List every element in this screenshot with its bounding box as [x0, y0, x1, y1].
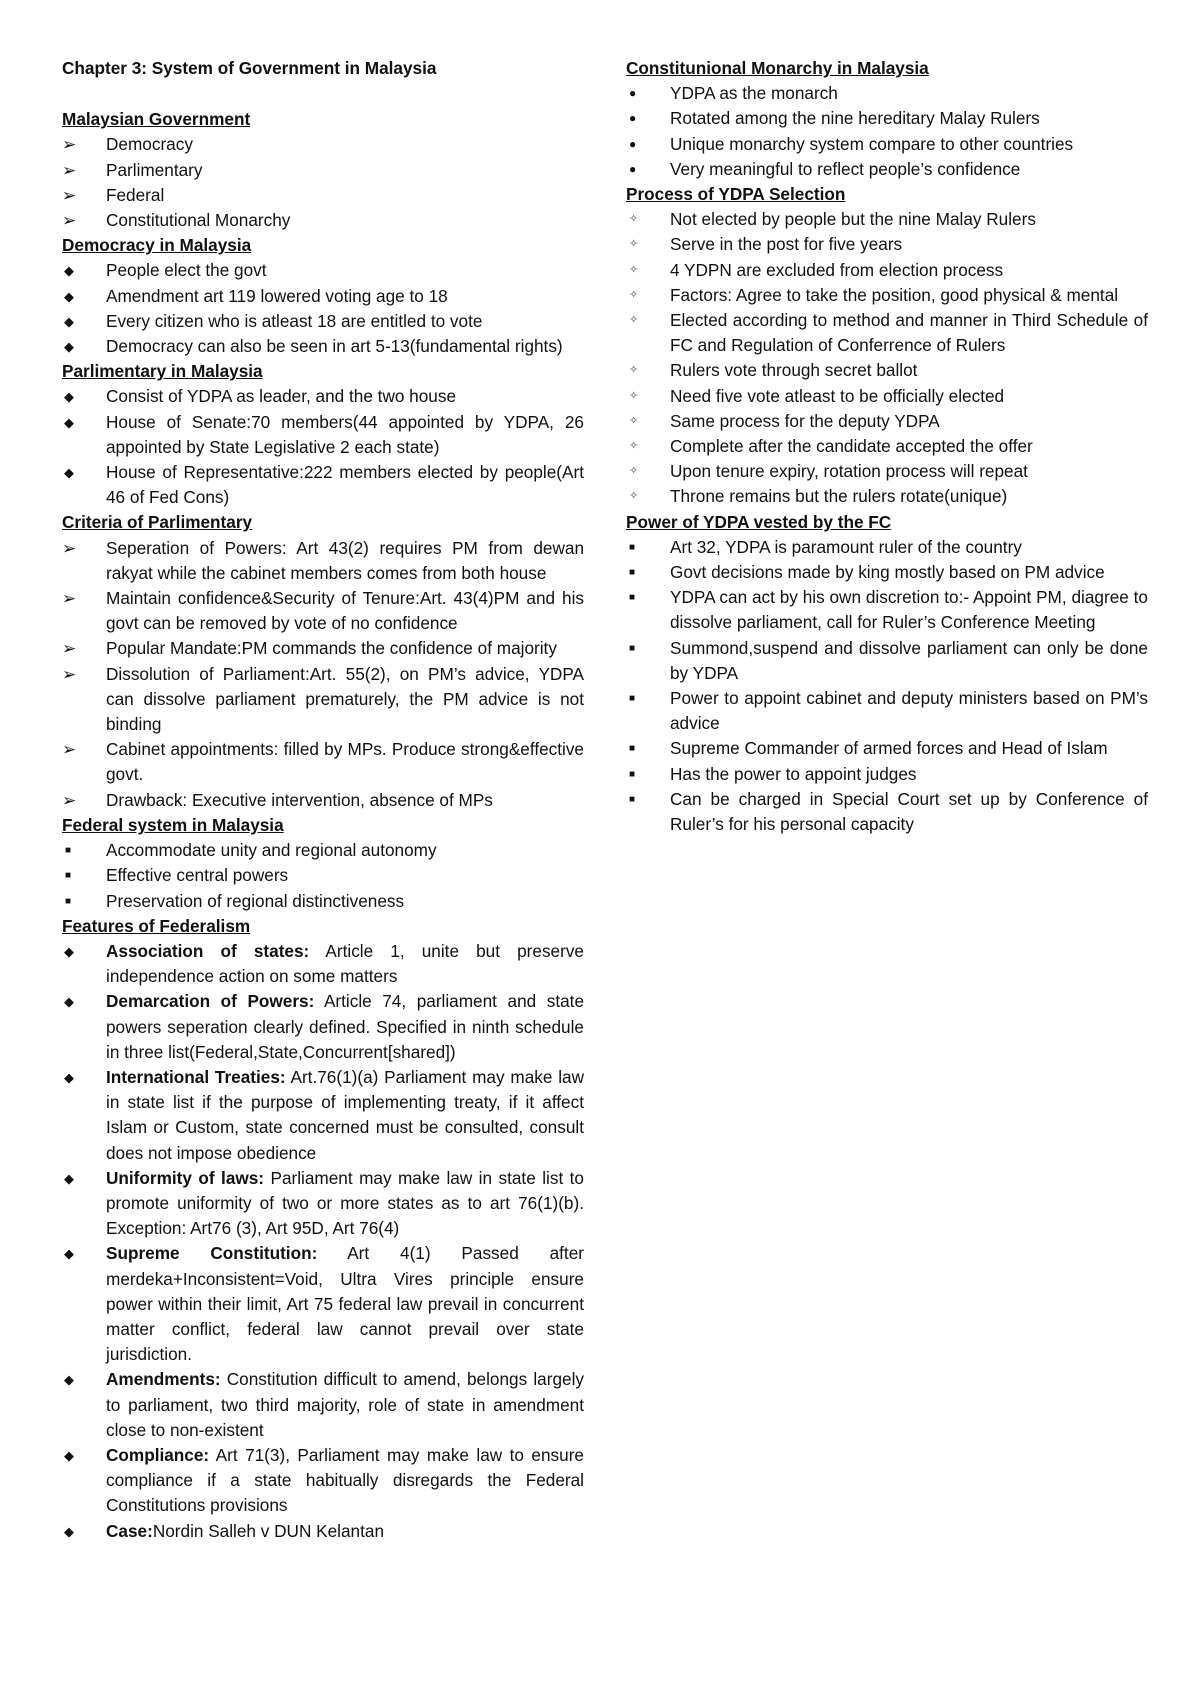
list-item: ➢ Popular Mandate:PM commands the confidence of majority	[62, 636, 584, 661]
list-ydpa-power	[626, 535, 1148, 837]
list-item: ➢ Parlimentary	[62, 158, 584, 183]
square-bullet-icon: ■	[629, 743, 636, 755]
star-bullet-icon: ✧	[629, 490, 639, 503]
square-bullet-icon: ■	[65, 845, 72, 857]
list-features-federalism	[62, 939, 584, 1544]
star-bullet-icon: ✧	[629, 364, 639, 377]
list-item: ◆ Amendment art 119 lowered voting age to 18	[62, 284, 584, 309]
diamond-bullet-icon: ◆	[64, 288, 74, 304]
list-item: ■ Power to appoint cabinet and deputy ministers based on PM’s advice	[629, 688, 1148, 734]
feature-text: Art 4(1) Passed after merdeka+Inconsistent=Void, Ultra Vires principle ensure power within their limit, Art 75 federal law prevail in concurrent matter conflict, federal law cannot prevail over state jurisdiction.	[106, 1243, 584, 1365]
list-criteria	[62, 536, 584, 813]
list-item: ➢ Seperation of Powers: Art 43(2) requires PM from dewan rakyat while the cabinet members comes from both house	[62, 537, 584, 583]
arrowhead-bullet-icon: ➢	[62, 538, 77, 558]
diamond-bullet-icon: ◆	[64, 313, 74, 329]
list-item: ➢ Dissolution of Parliament:Art. 55(2), on PM’s advice, YDPA can dissolve parliament prematurely, the PM advice is not binding	[62, 663, 584, 735]
star-bullet-icon: ✧	[629, 238, 639, 251]
arrowhead-bullet-icon: ➢	[62, 185, 77, 205]
list-item: ■ Art 32, YDPA is paramount ruler of the country	[626, 535, 1148, 560]
diamond-bullet-icon: ◆	[64, 263, 74, 279]
round-bullet-icon: ●	[629, 161, 637, 176]
heading-criteria: Criteria of Parlimentary	[62, 512, 253, 533]
list-item: ✧ Serve in the post for five years	[626, 232, 1148, 257]
star-bullet-icon: ✧	[629, 389, 639, 402]
list-item: ➢ Democracy	[62, 132, 584, 157]
list-item: ➢ Cabinet appointments: filled by MPs. Produce strong&effective govt.	[62, 739, 584, 785]
feature-label: Uniformity of laws:	[106, 1167, 265, 1188]
list-item: ● Unique monarchy system compare to other countries	[626, 132, 1148, 157]
square-bullet-icon: ■	[629, 541, 636, 553]
star-bullet-icon: ✧	[629, 314, 639, 327]
list-item: ✧ Upon tenure expiry, rotation process will repeat	[626, 459, 1148, 484]
feature-text: Parliament may make law in state list to promote uniformity of two or more states as to art 76(1)(b). Exception: Art76 (3), Art 95D, Art 76(4)	[106, 1167, 584, 1239]
arrowhead-bullet-icon: ➢	[62, 589, 77, 609]
heading-democracy: Democracy in Malaysia	[62, 235, 252, 256]
list-item: ● YDPA as the monarch	[626, 81, 1148, 106]
feature-label: Demarcation of Powers:	[106, 991, 315, 1012]
list-item: ◆ Democracy can also be seen in art 5-13(fundamental rights)	[62, 334, 584, 359]
star-bullet-icon: ✧	[629, 440, 639, 453]
list-item: ◆ People elect the govt	[62, 258, 584, 283]
list-item: ◆ House of Senate:70 members(44 appointed by YDPA, 26 appointed by State Legislative 2 each state)	[64, 411, 584, 457]
arrowhead-bullet-icon: ➢	[62, 211, 77, 231]
star-bullet-icon: ✧	[629, 465, 639, 478]
arrowhead-bullet-icon: ➢	[62, 135, 77, 155]
list-item: ✧ Factors: Agree to take the position, good physical & mental	[626, 283, 1148, 308]
list-item: ➢ Constitutional Monarchy	[62, 208, 584, 233]
list-ydpa-selection	[626, 207, 1148, 509]
star-bullet-icon: ✧	[629, 414, 639, 427]
feature-text: Article 74, parliament and state powers seperation clearly defined. Specified in ninth schedule in three list(Federal,State,Concurrent[shared])	[106, 991, 585, 1062]
diamond-bullet-icon: ◆	[64, 1246, 74, 1262]
heading-parliamentary: Parlimentary in Malaysia	[62, 361, 263, 382]
list-item: ✧ Throne remains but the rulers rotate(unique)	[626, 484, 1148, 509]
list-item: ◆ House of Representative:222 members elected by people(Art 46 of Fed Cons)	[64, 462, 584, 508]
diamond-bullet-icon: ◆	[64, 1447, 74, 1463]
list-item: ◆ Every citizen who is atleast 18 are entitled to vote	[62, 309, 584, 334]
feature-label: Supreme Constitution:	[106, 1243, 318, 1264]
list-item: ■ Govt decisions made by king mostly based on PM advice	[626, 560, 1148, 585]
arrowhead-bullet-icon: ➢	[62, 664, 77, 684]
left-column	[62, 56, 584, 1544]
feature-label: Compliance:	[106, 1444, 210, 1465]
list-item: ✧ Same process for the deputy YDPA	[626, 409, 1148, 434]
heading-constitutional-monarchy: Constitunional Monarchy in Malaysia	[626, 58, 929, 78]
feature-text: Article 1, unite but preserve independence action on some matters	[106, 940, 584, 987]
feature-text: Art.76(1)(a) Parliament may make law in state list if the purpose of implementing treaty, if it affect Islam or Custom, state concerned must be consulted, consult does not impose obedience	[106, 1066, 584, 1163]
list-item: ● Rotated among the nine hereditary Malay Rulers	[626, 106, 1148, 131]
feature-label: Association of states:	[106, 940, 310, 961]
square-bullet-icon: ■	[65, 870, 72, 882]
square-bullet-icon: ■	[629, 793, 636, 805]
list-item: ■ Can be charged in Special Court set up by Conference of Ruler’s for his personal capacity	[629, 788, 1148, 835]
diamond-bullet-icon: ◆	[64, 389, 74, 405]
diamond-bullet-icon: ◆	[64, 1069, 74, 1085]
list-item: ✧ 4 YDPN are excluded from election process	[626, 258, 1148, 283]
right-column	[626, 56, 1148, 837]
arrowhead-bullet-icon: ➢	[62, 160, 77, 180]
square-bullet-icon: ■	[629, 768, 636, 780]
arrowhead-bullet-icon: ➢	[62, 639, 77, 659]
list-item: ➢ Maintain confidence&Security of Tenure:Art. 43(4)PM and his govt can be removed by vote of no confidence	[62, 588, 584, 634]
list-item: ✧ Complete after the candidate accepted the offer	[626, 434, 1148, 459]
page-title: Chapter 3: System of Government in Malaysia	[62, 58, 437, 78]
square-bullet-icon: ■	[629, 592, 636, 604]
list-item: ■ Effective central powers	[62, 863, 584, 888]
diamond-bullet-icon: ◆	[64, 414, 74, 430]
star-bullet-icon: ✧	[629, 213, 639, 226]
list-item: ✧ Not elected by people but the nine Malay Rulers	[626, 207, 1148, 232]
heading-federal-system: Federal system in Malaysia	[62, 814, 284, 835]
list-item: ✧ Elected according to method and manner in Third Schedule of FC and Regulation of Conferrence of Rulers	[629, 310, 1148, 356]
list-item: ■ Accommodate unity and regional autonomy	[62, 838, 584, 863]
diamond-bullet-icon: ◆	[64, 1372, 74, 1388]
list-item: ■ YDPA can act by his own discretion to:- Appoint PM, diagree to dissolve parliament, call for Ruler’s Conference Meeting	[629, 587, 1148, 633]
arrowhead-bullet-icon: ➢	[62, 740, 77, 760]
diamond-bullet-icon: ◆	[64, 1523, 74, 1539]
star-bullet-icon: ✧	[629, 263, 639, 276]
feature-label: Amendments:	[106, 1369, 221, 1390]
round-bullet-icon: ●	[629, 136, 637, 151]
round-bullet-icon: ●	[629, 86, 637, 101]
list-federal-system	[62, 838, 584, 914]
list-item	[62, 939, 584, 989]
feature-text: Nordin Salleh v DUN Kelantan	[152, 1520, 385, 1541]
list-item: ◆ Consist of YDPA as leader, and the two house	[62, 384, 584, 409]
list-item: ➢ Federal	[62, 183, 584, 208]
list-item	[62, 1065, 584, 1166]
feature-label: Case:	[106, 1520, 153, 1541]
square-bullet-icon: ■	[629, 642, 636, 654]
list-item: ✧ Rulers vote through secret ballot	[626, 358, 1148, 383]
list-democracy	[62, 258, 584, 359]
list-item: ■ Supreme Commander of armed forces and Head of Islam	[626, 736, 1148, 761]
list-item	[62, 1443, 584, 1519]
diamond-bullet-icon: ◆	[64, 1170, 74, 1186]
list-constitutional-monarchy	[626, 81, 1148, 182]
list-item: ■ Has the power to appoint judges	[626, 762, 1148, 787]
heading-ydpa-selection: Process of YDPA Selection	[626, 184, 846, 205]
diamond-bullet-icon: ◆	[64, 943, 74, 959]
square-bullet-icon: ■	[629, 693, 636, 705]
feature-text: Constitution difficult to amend, belongs largely to parliament, two third majority, role of state in amendment close to non-existent	[106, 1369, 584, 1440]
list-item: ➢ Drawback: Executive intervention, absence of MPs	[62, 788, 584, 813]
diamond-bullet-icon: ◆	[64, 465, 74, 481]
list-malaysian-government	[62, 132, 584, 233]
list-item	[62, 1367, 584, 1443]
square-bullet-icon: ■	[65, 895, 72, 907]
diamond-bullet-icon: ◆	[64, 339, 74, 355]
arrowhead-bullet-icon: ➢	[62, 790, 77, 810]
diamond-bullet-icon: ◆	[64, 994, 74, 1010]
list-item	[62, 989, 584, 1065]
list-item: ■ Preservation of regional distinctiveness	[62, 889, 584, 914]
list-item: ✧ Need five vote atleast to be officially elected	[626, 384, 1148, 409]
list-item	[62, 1519, 584, 1544]
list-item: ■ Summond,suspend and dissolve parliament can only be done by YDPA	[629, 637, 1148, 683]
feature-label: International Treaties:	[106, 1066, 286, 1087]
list-item	[62, 1241, 584, 1367]
heading-ydpa-power: Power of YDPA vested by the FC	[626, 511, 892, 532]
list-item	[62, 1166, 584, 1242]
square-bullet-icon: ■	[629, 567, 636, 579]
star-bullet-icon: ✧	[629, 288, 639, 301]
heading-features-federalism: Features of Federalism	[62, 915, 251, 936]
feature-text: Art 71(3), Parliament may make law to ensure compliance if a state habitually disregards the Federal Constitutions provisions	[106, 1444, 584, 1516]
list-parliamentary	[62, 384, 584, 510]
list-item: ● Very meaningful to reflect people’s confidence	[626, 157, 1148, 182]
heading-malaysian-government: Malaysian Government	[62, 109, 251, 130]
round-bullet-icon: ●	[629, 111, 637, 126]
